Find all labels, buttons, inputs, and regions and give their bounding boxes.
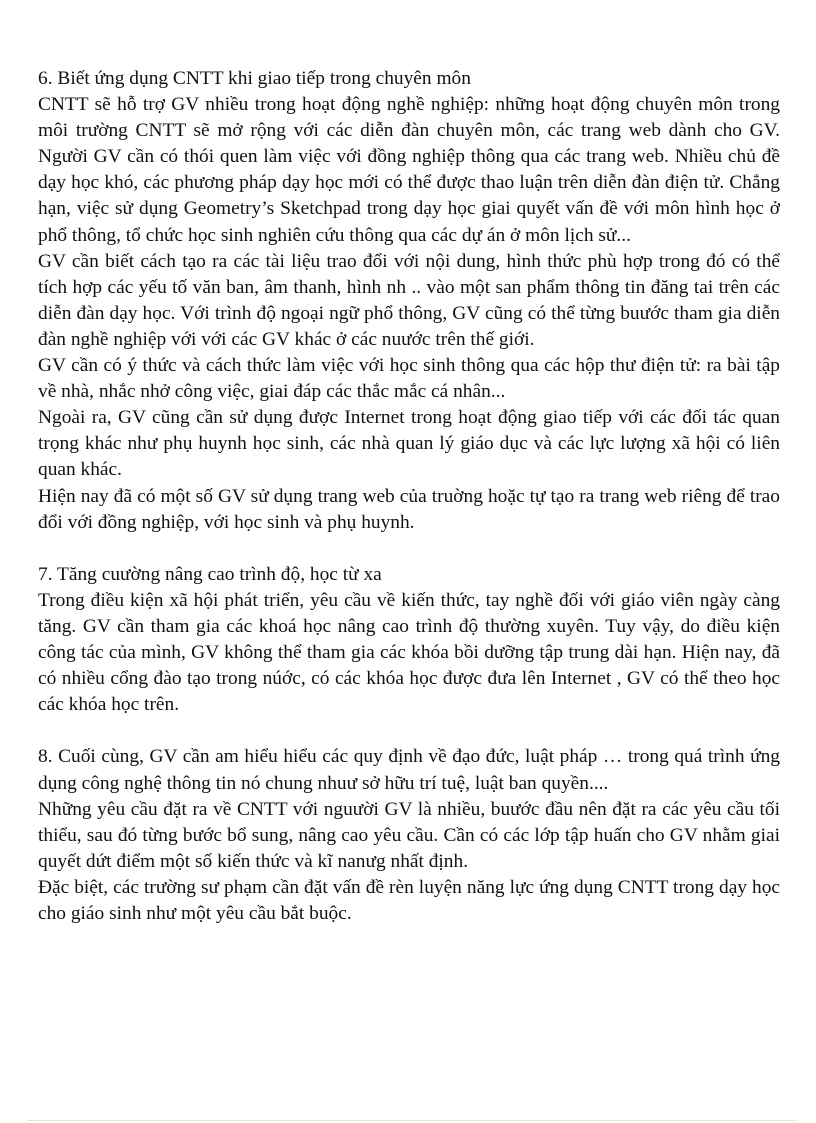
document-page [38,66,780,927]
section-body [38,92,780,536]
section-heading: 8. Cuối cùng, GV cần am hiểu hiểu các quy định về đạo đức, luật pháp … trong quá trình ứng dụng công nghệ thông tin nó chung nhuư sở hữu trí tuệ, luật ban quyền.... [38,746,780,794]
section-7 [38,562,780,719]
paragraph: CNTT sẽ hỗ trợ GV nhiều trong hoạt động nghề nghiệp: những hoạt động chuyên môn trong môi trường CNTT sẽ mở rộng với các diễn đàn chuyên môn, các trang web dành cho GV. Người GV cần có thói quen làm việc với đồng nghiệp thông qua các trang web. Nhiều chủ đề dạy học khó, các phương pháp dạy học mới có thể được thao luận trên diễn đàn điện tử. Chẳng hạn, việc sử dụng Geometry’s Sketchpad trong dạy học giai quyết vấn đề với môn hình học ở phổ thông, tổ chức học sinh nghiên cứu thông qua các dự án ở môn lịch sử... [38,94,780,246]
section-heading: 7. Tăng cuường nâng cao trình độ, học từ xa [38,563,382,585]
section-body [38,744,780,927]
paragraph: GV cần có ý thức và cách thức làm việc với học sinh thông qua các hộp thư điện tử: ra bài tập về nhà, nhắc nhở công việc, giai đáp các thắc mắc cá nhân... [38,355,780,403]
page-bottom-border [28,1120,796,1121]
section-body [38,588,780,718]
paragraph: Trong điều kiện xã hội phát triển, yêu cầu về kiến thức, tay nghề đối với giáo viên ngày càng tăng. GV cần tham gia các khoá học nâng cao trình độ thường xuyên. Tuy vậy, do điều kiện công tác của mình, GV không thể tham gia các khóa bồi dưỡng tập trung dài hạn. Hiện nay, đã có nhiều cổng đào tạo trong núớc, có các khóa học được đưa lên Internet , GV có thể theo học các khóa học trên. [38,589,780,716]
paragraph: GV cần biết cách tạo ra các tài liệu trao đổi với nội dung, hình thức phù hợp trong đó có thể tích hợp các yếu tố văn ban, âm thanh, hình nh .. vào một san phẩm thông tin đăng tai trên các diễn đàn dạy học. Với trình độ ngoại ngữ phổ thông, GV cũng có thể từng buước tham gia diễn đàn nghề nghiệp với với các GV khác ở các nuước trên thế giới. [38,250,780,350]
section-heading: 6. Biết ứng dụng CNTT khi giao tiếp trong chuyên môn [38,68,471,89]
paragraph: Đặc biệt, các trường sư phạm cần đặt vấn đề rèn luyện năng lực ứng dụng CNTT trong dạy học cho giáo sinh như một yêu cầu bắt buộc. [38,876,780,924]
paragraph: Ngoài ra, GV cũng cần sử dụng được Internet trong hoạt động giao tiếp với các đối tác quan trọng khác như phụ huynh học sinh, các nhà quan lý giáo dục và các lực lượng xã hội có liên quan khác. [38,407,780,481]
section-spacer [38,718,780,744]
section-6 [38,66,780,536]
paragraph: Hiện nay đã có một số GV sử dụng trang web của truờng hoặc tự tạo ra trang web riêng để trao đổi với đồng nghiệp, với học sinh và phụ huynh. [38,485,780,533]
paragraph: Những yêu cầu đặt ra về CNTT với nguười GV là nhiều, buước đầu nên đặt ra các yêu cầu tối thiểu, sau đó từng bước bổ sung, nâng cao yêu cầu. Cần có các lớp tập huấn cho GV nhằm giai quyết dứt điểm một số kiến thức và kĩ nanưg nhất định. [38,798,780,872]
section-8 [38,744,780,927]
section-spacer [38,536,780,562]
